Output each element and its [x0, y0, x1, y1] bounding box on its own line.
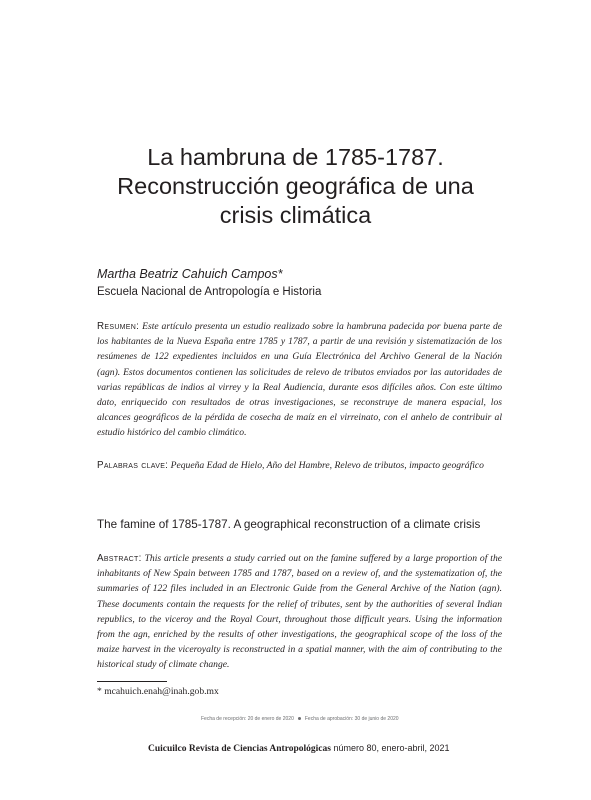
english-title: The famine of 1785-1787. A geographical reconstruction of a climate crisis [97, 518, 481, 531]
bullet-icon [298, 717, 301, 720]
resumen-text: Este artículo presenta un estudio realizado sobre la hambruna padecida por buena parte de los habitantes de la Nueva España entre 1785 y 1787, a partir de una revisión y sistematización de los resúmenes de 122 expedientes incluidos en una Guía Electrónica del Archivo General de la Nación (agn). Estos documentos contienen las solicitudes de relevo de tributos enviados por las autoridades de varias repúblicas de indios al virrey y la Real Audiencia, durante esos difíciles años. Con este último dato, enriquecido con resultados de otras investigaciones, se reconstruye de manera espacial, los alcances geográficos de la pérdida de cosecha de maíz en el virreinato, con el anhelo de contribuir al estudio histórico del cambio climático. [97, 321, 502, 439]
keywords-text: Pequeña Edad de Hielo, Año del Hambre, Relevo de tributos, impacto geográfico [170, 460, 484, 471]
approved-date: Fecha de aprobación: 30 de junio de 2020 [304, 716, 399, 722]
resumen-label: Resumen: [97, 321, 140, 332]
keywords-label: Palabras clave: [97, 460, 169, 471]
abstract-text: This article presents a study carried out on the famine suffered by a large proportion of the inhabitants of New Spain between 1785 and 1787, based on a review of, and the systematization of, the summaries of 122 files included in an Electronic Guide from the General Archive of the Nation (agn). These documents contain the requests for the relief of tributes, sent by the authorities of several Indian republics, to the viceroy and the Royal Court, throughout those difficult years. Using the information from the agn, enriched by the results of other investigations, the geographical scope of the loss of the maize harvest in the viceroyalty is reconstructed in a spatial manner, with the aim of contributing to the historical study of climate change. [97, 553, 503, 671]
journal-name: Cuicuilco Revista de Ciencias Antropológicas [148, 744, 331, 754]
author-name: Martha Beatriz Cahuich Campos* [97, 267, 283, 281]
title-line-2: Reconstrucción geográfica de una [117, 173, 474, 199]
article-title [60, 143, 531, 230]
author-affiliation: Escuela Nacional de Antropología e Historia [97, 286, 322, 298]
journal-footer [148, 743, 450, 754]
title-line-1: La hambruna de 1785-1787. [147, 144, 444, 170]
abstract-section [97, 551, 502, 673]
journal-issue: número 80, enero-abril, 2021 [333, 743, 450, 753]
footnote-email: * mcahuich.enah@inah.gob.mx [97, 686, 219, 697]
submission-dates [201, 716, 399, 722]
received-date: Fecha de recepción: 20 de enero de 2020 [201, 716, 294, 722]
abstract-label: Abstract: [97, 553, 142, 564]
footnote-divider [97, 681, 167, 682]
resumen-section [97, 319, 502, 441]
title-line-3: crisis climática [219, 202, 372, 228]
keywords-section [97, 458, 502, 473]
